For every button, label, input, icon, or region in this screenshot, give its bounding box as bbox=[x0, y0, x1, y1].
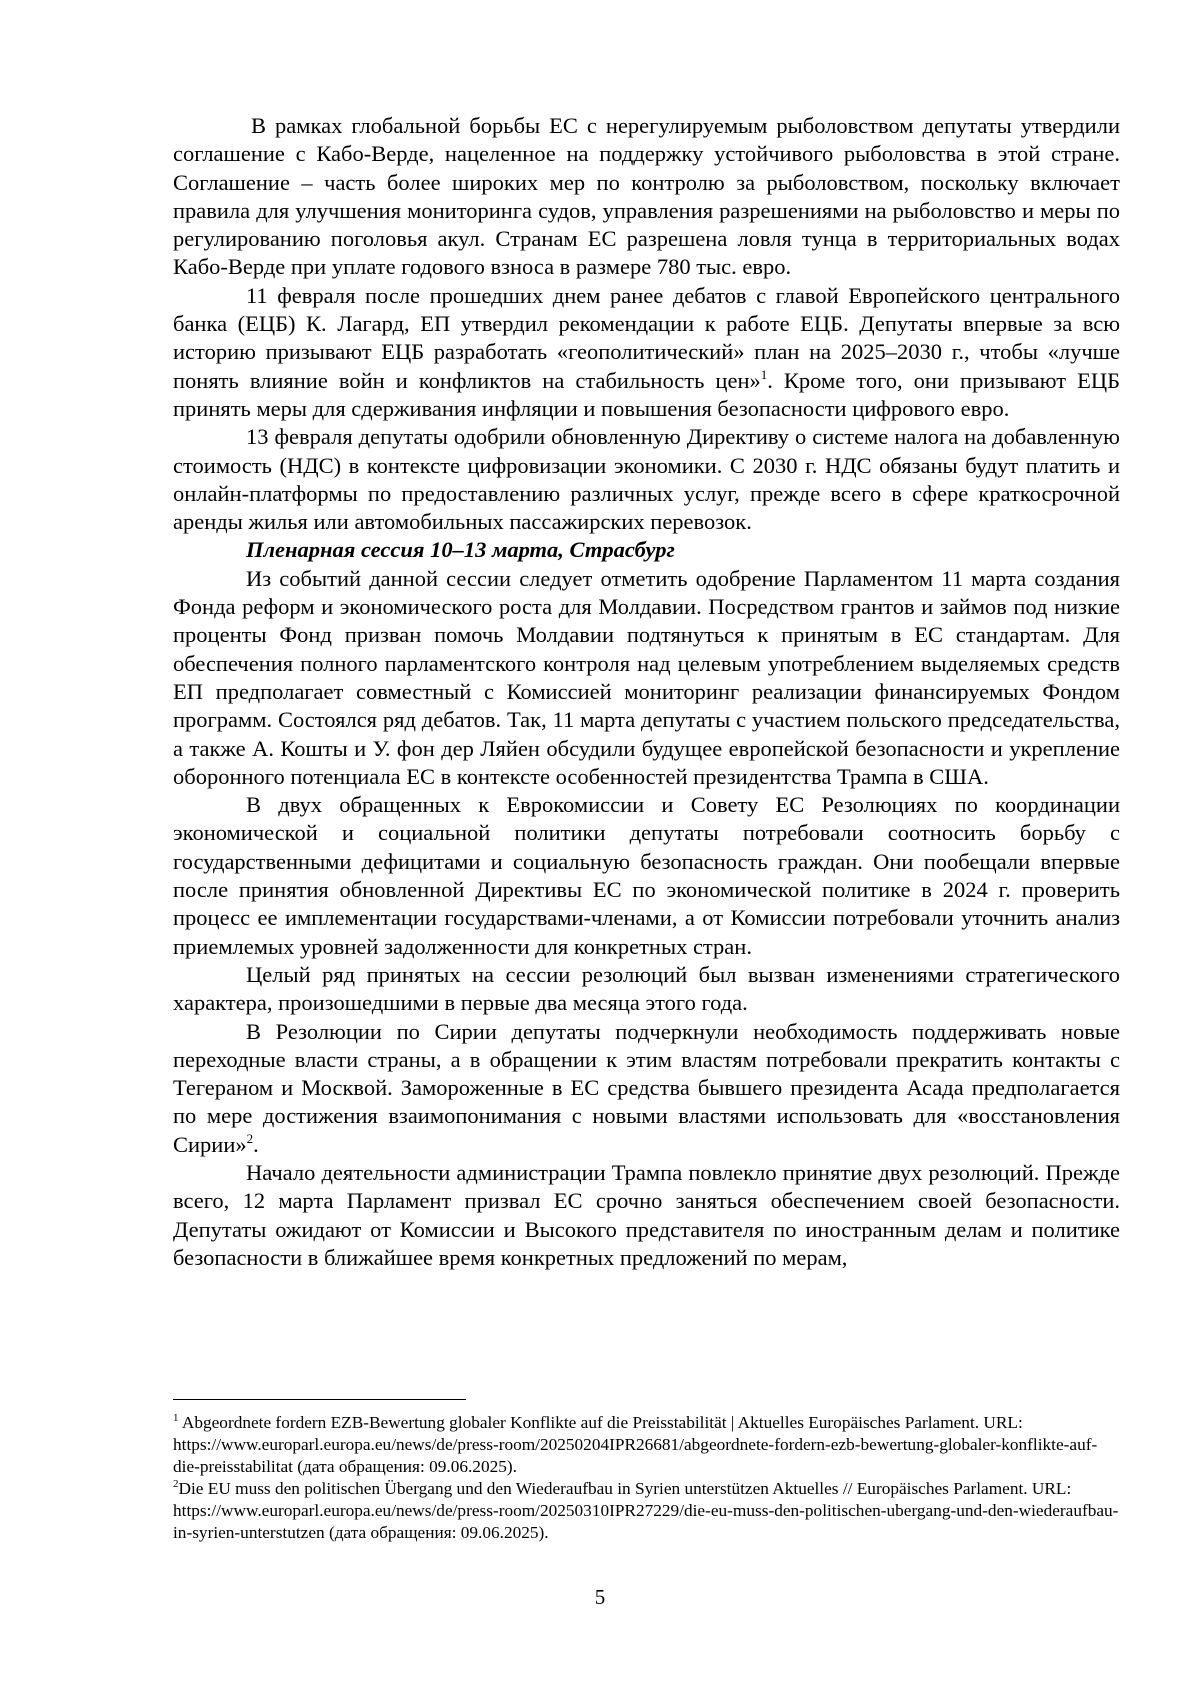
paragraph-syria bbox=[173, 1018, 1120, 1159]
main-text bbox=[173, 112, 1120, 1272]
paragraph-text: В двух обращенных к Еврокомиссии и Совету ЕС Резолюциях по координации экономической и социальной политики депутаты потребовали соотносить борьбу с государственными дефицитами и социальную безопасность граждан. Они пообещали впервые после принятия обновленной Директивы ЕС по экономической политике в 2024 г. проверить процесс ее имплементации государствами-членами, а от Комиссии потребовали уточнить анализ приемлемых уровней задолженности для конкретных стран. bbox=[173, 792, 1120, 959]
footnote-ref-1[interactable]: 1 bbox=[760, 366, 768, 382]
paragraph-moldova bbox=[173, 565, 1120, 791]
footnote-ref-2[interactable]: 2 bbox=[246, 1130, 254, 1146]
paragraph-text: В рамках глобальной борьбы ЕС с нерегулируемым рыболовством депутаты утвердили соглашение с Кабо-Верде, нацеленное на поддержку устойчивого рыболовства в этой стране. Соглашение – часть более широких мер по контролю за рыболовством, поскольку включает правила для улучшения мониторинга судов, управления разрешениями на рыболовство и меры по регулированию поголовья акул. Странам ЕС разрешена ловля тунца в территориальных водах Кабо-Верде при уплате годового взноса в размере 780 тыс. евро. bbox=[173, 113, 1120, 280]
footnote-mark: 1 bbox=[173, 1412, 179, 1424]
footnote-1 bbox=[173, 1412, 1120, 1478]
paragraph-text-continued: . bbox=[253, 1131, 259, 1157]
paragraph-text: В Резолюции по Сирии депутаты подчеркнули необходимость поддерживать новые переходные власти страны, а в обращении к этим властям потребовали прекратить контакты с Тегераном и Москвой. Замороженные в ЕС средства бывшего президента Асада предполагается по мере достижения взаимопонимания с новыми властями использовать для «восстановления Сирии» bbox=[173, 1018, 1120, 1157]
paragraph-strategic bbox=[173, 961, 1120, 1018]
paragraph-vat bbox=[173, 423, 1120, 536]
footnote-text: Die EU muss den politischen Übergang und den Wiederaufbau in Syrien unterstützen Aktuelles // Europäisches Parlament. URL: https://www.europarl.europa.eu/news/de/press-room/20250310IPR27229/die-eu-muss-den-politischen-ubergang-und-den-wiederaufbau-in-syrien-unterstutzen (дата обращения: 09.06.2025). bbox=[173, 1479, 1119, 1542]
paragraph-text: 11 февраля после прошедших днем ранее дебатов с главой Европейского центрального банка (ЕЦБ) К. Лагард, ЕП утвердил рекомендации к работе ЕЦБ. Депутаты впервые за всю историю призывают ЕЦБ разработать «геополитический» план на 2025–2030 г., чтобы «лучше понять влияние войн и конфликтов на стабильность цен» bbox=[173, 282, 1120, 393]
footnote-2 bbox=[173, 1478, 1120, 1544]
paragraph-cabo-verde bbox=[173, 112, 1120, 282]
paragraph-text-continued: . Кроме того, они призывают ЕЦБ принять меры для сдерживания инфляции и повышения безопасности цифрового евро. bbox=[173, 367, 1121, 421]
paragraph-text: Целый ряд принятых на сессии резолюций был вызван изменениями стратегического характера, произошедшими в первые два месяца этого года. bbox=[173, 961, 1120, 1016]
paragraph-economic-policy bbox=[173, 791, 1120, 961]
footnote-text: Abgeordnete fordern EZB-Bewertung globaler Konflikte auf die Preisstabilität | Aktuelles Europäisches Parlament. URL: https://www.europarl.europa.eu/news/de/press-room/20250204IPR26681/abgeordnete-fordern-ezb-bewertung-globaler-konflikte-auf-die-preisstabilitat (дата обращения: 09.06.2025). bbox=[173, 1413, 1098, 1476]
paragraph-text: Начало деятельности администрации Трампа повлекло принятие двух резолюций. Прежде всего, 12 марта Парламент призвал ЕС срочно заняться обеспечением своей безопасности. Депутаты ожидают от Комиссии и Высокого представителя по иностранным делам и политике безопасности в ближайшее время конкретных предложений по мерам, bbox=[173, 1159, 1120, 1270]
paragraph-text: 13 февраля депутаты одобрили обновленную Директиву о системе налога на добавленную стоимость (НДС) в контексте цифровизации экономики. С 2030 г. НДС обязаны будут платить и онлайн-платформы по предоставлению различных услуг, прежде всего в сфере краткосрочной аренды жилья или автомобильных пассажирских перевозок. bbox=[173, 424, 1120, 535]
footnote-separator bbox=[173, 1399, 466, 1400]
footnote-mark: 2 bbox=[173, 1478, 179, 1490]
paragraph-ecb bbox=[173, 282, 1120, 423]
section-heading: Пленарная сессия 10–13 марта, Страсбург bbox=[246, 537, 675, 563]
paragraph-trump bbox=[173, 1159, 1120, 1272]
footnotes bbox=[173, 1412, 1120, 1544]
paragraph-text: Из событий данной сессии следует отметить одобрение Парламентом 11 марта создания Фонда реформ и экономического роста для Молдавии. Посредством грантов и займов под низкие проценты Фонд призван помочь Молдавии подтянуться к принятым в ЕС стандартам. Для обеспечения полного парламентского контроля над целевым употреблением выделяемых средств ЕП предполагает совместный с Комиссией мониторинг реализации финансируемых Фондом программ. Состоялся ряд дебатов. Так, 11 марта депутаты с участием польского председательства, а также А. Кошты и У. фон дер Ляйен обсудили будущее европейской безопасности и укрепление оборонного потенциала ЕС в контексте особенностей президентства Трампа в США. bbox=[173, 565, 1120, 789]
page-number: 5 bbox=[594, 1585, 606, 1609]
